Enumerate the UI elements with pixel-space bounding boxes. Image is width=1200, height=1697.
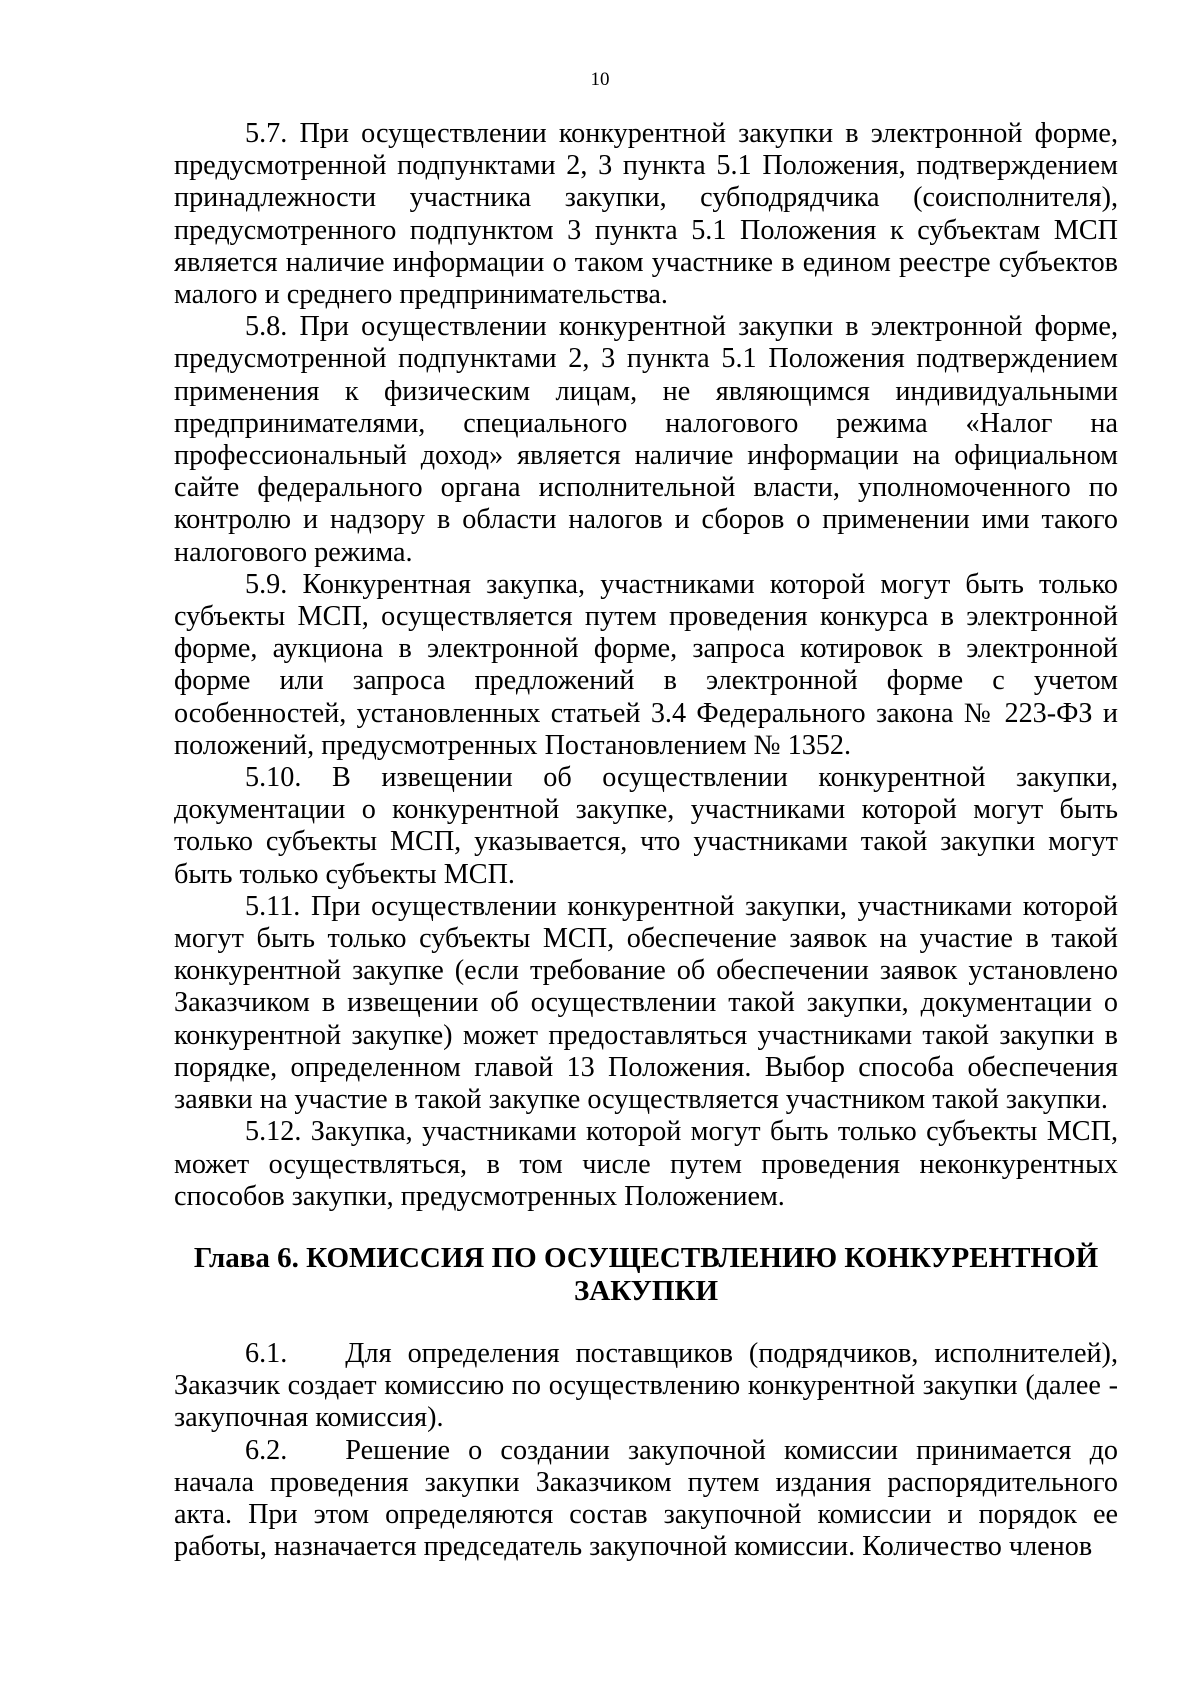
paragraph-6-2 xyxy=(174,1435,1118,1564)
paragraph-5-9: 5.9. Конкурентная закупка, участниками которой могут быть только субъекты МСП, осуществляется путем проведения конкурса в электронной форме, аукциона в электронной форме, запроса котировок в электронной форме или запроса предложений в электронной форме с учетом особенностей, установленных статьей 3.4 Федерального закона № 223-ФЗ и положений, предусмотренных Постановлением № 1352. xyxy=(174,568,1118,761)
paragraph-text: Решение о создании закупочной комиссии принимается до начала проведения закупки Заказчиком путем издания распорядительного акта. При этом определяются состав закупочной комиссии и порядок ее работы, назначается председатель закупочной комиссии. Количество членов xyxy=(174,1434,1118,1563)
paragraph-5-10: 5.10. В извещении об осуществлении конкурентной закупки, документации о конкурентной закупке, участниками которой могут быть только субъекты МСП, указывается, что участниками такой закупки могут быть только субъекты МСП. xyxy=(174,762,1118,890)
paragraph-number: 6.1. xyxy=(245,1337,288,1369)
paragraph-5-12: 5.12. Закупка, участниками которой могут быть только субъекты МСП, может осуществляться, в том числе путем проведения неконкурентных способов закупки, предусмотренных Положением. xyxy=(174,1116,1118,1212)
paragraph-text: Для определения поставщиков (подрядчиков, исполнителей), Заказчик создает комиссию по осуществлению конкурентной закупки (далее - закупочная комиссия). xyxy=(174,1337,1118,1434)
page-number: 10 xyxy=(590,69,610,90)
paragraph-5-8: 5.8. При осуществлении конкурентной закупки в электронной форме, предусмотренной подпунктами 2, 3 пункта 5.1 Положения подтверждением применения к физическим лицам, не являющимся индивидуальными предпринимателями, специального налогового режима «Налог на профессиональный доход» является наличие информации на официальном сайте федерального органа исполнительной власти, уполномоченного по контролю и надзору в области налогов и сборов о применении ими такого налогового режима. xyxy=(174,311,1118,568)
chapter-heading: Глава 6. КОМИССИЯ ПО ОСУЩЕСТВЛЕНИЮ КОНКУРЕНТНОЙ ЗАКУПКИ xyxy=(193,1241,1099,1307)
paragraph-5-11: 5.11. При осуществлении конкурентной закупки, участниками которой могут быть только субъекты МСП, обеспечение заявок на участие в такой конкурентной закупке (если требование об обеспечении заявок установлено Заказчиком в извещении об осуществлении такой закупки, документации о конкурентной закупке) может предоставляться участниками такой закупки в порядке, определенном главой 13 Положения. Выбор способа обеспечения заявки на участие в такой закупке осуществляется участником такой закупки. xyxy=(174,890,1118,1116)
document-body xyxy=(174,118,1118,1563)
paragraph-6-1 xyxy=(174,1338,1118,1435)
paragraph-5-7: 5.7. При осуществлении конкурентной закупки в электронной форме, предусмотренной подпунктами 2, 3 пункта 5.1 Положения, подтверждением принадлежности участника закупки, субподрядчика (соисполнителя), предусмотренного подпунктом 3 пункта 5.1 Положения к субъектам МСП является наличие информации о таком участнике в едином реестре субъектов малого и среднего предпринимательства. xyxy=(174,118,1118,311)
paragraph-number: 6.2. xyxy=(245,1434,288,1466)
